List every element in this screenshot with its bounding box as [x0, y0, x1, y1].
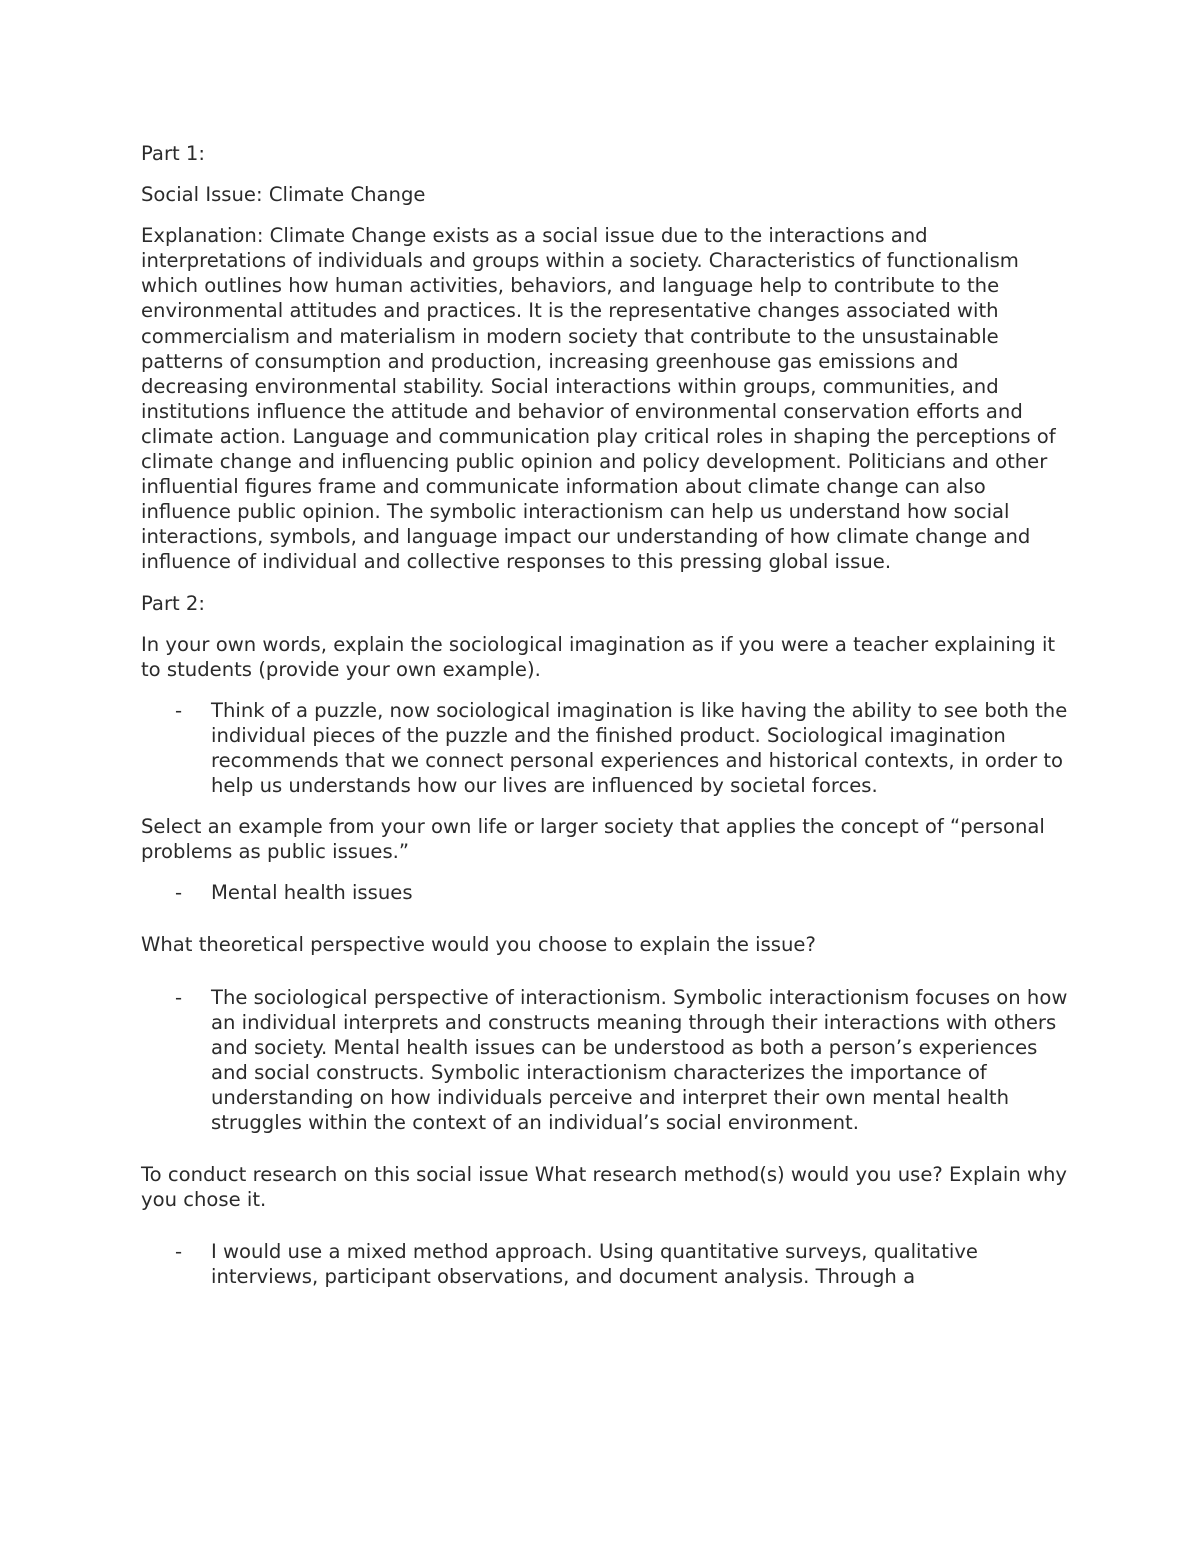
question-research-method: To conduct research on this social issue What research method(s) would you use? Explain why you chose it. — [141, 1163, 1068, 1212]
answer-research-method — [141, 1239, 1071, 1289]
answer-text: Mental health issues — [211, 881, 413, 905]
answer-text: I would use a mixed method approach. Using quantitative surveys, qualitative interviews, participant observations, and document analysis. Through a — [211, 1240, 978, 1289]
answer-sociological-imagination — [141, 698, 1071, 798]
bullet-dash: - — [175, 1240, 183, 1264]
document-body — [141, 141, 1071, 1305]
bullet-dash: - — [175, 985, 183, 1009]
answer-personal-problems — [141, 880, 1071, 905]
part1-heading: Part 1: — [141, 142, 205, 165]
answer-text: The sociological perspective of interactionism. Symbolic interactionism focuses on how an individual interprets and constructs meaning through their interactions with others and society. Mental health issues can be understood as both a person’s experiences and social constructs. Symbolic interactionism characterizes the importance of understanding on how individuals perceive and interpret their own mental health struggles within the context of an individual’s social environment. — [211, 985, 1068, 1134]
part2-heading: Part 2: — [141, 591, 205, 615]
question-theoretical-perspective: What theoretical perspective would you choose to explain the issue? — [141, 933, 816, 957]
answer-text: Think of a puzzle, now sociological imagination is like having the ability to see both the individual pieces of the puzzle and the finished product. Sociological imagination recommends that we connect personal experiences and historical contexts, in order to help us understands how our lives are influenced by societal forces. — [211, 698, 1068, 798]
explanation-paragraph: Explanation: Climate Change exists as a social issue due to the interactions and interpretations of individuals and groups within a society. Characteristics of functionalism which outlines how human activities, behaviors, and language help to contribute to the environmental attitudes and practices. It is the representative changes associated with commercialism and materialism in modern society that contribute to the unsustainable patterns of consumption and production, increasing greenhouse gas emissions and decreasing environmental stability. Social interactions within groups, communities, and institutions influence the attitude and behavior of environmental conservation efforts and climate action. Language and communication play critical roles in shaping the perceptions of climate change and influencing public opinion and policy development. Politicians and other influential figures frame and communicate information about climate change can also influence public opinion. The symbolic interactionism can help us understand how social interactions, symbols, and language impact our understanding of how climate change and influence of individual and collective responses to this pressing global issue. — [141, 224, 1056, 574]
bullet-dash: - — [175, 698, 183, 722]
social-issue-line: Social Issue: Climate Change — [141, 183, 426, 207]
bullet-dash: - — [175, 881, 183, 905]
question-personal-problems: Select an example from your own life or larger society that applies the concept of “personal problems as public issues.” — [141, 815, 1045, 864]
question-sociological-imagination: In your own words, explain the sociological imagination as if you were a teacher explaining it to students (provide your own example). — [141, 632, 1056, 681]
answer-theoretical-perspective — [141, 985, 1071, 1136]
